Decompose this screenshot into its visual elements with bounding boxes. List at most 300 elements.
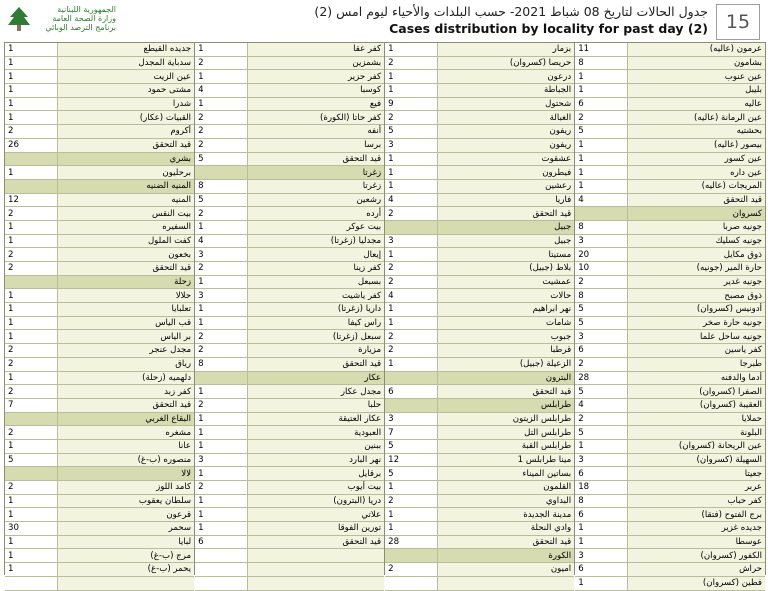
table-row	[5, 111, 194, 125]
locality-name: ريفون	[437, 138, 574, 152]
district-header-row	[575, 207, 765, 221]
table-row	[385, 166, 574, 180]
locality-name: أنفه	[247, 125, 384, 139]
case-count: 1	[5, 70, 57, 84]
locality-name: فيع	[247, 97, 384, 111]
case-count: 2	[575, 412, 627, 426]
locality-name: حلالا	[57, 289, 194, 303]
case-count: 5	[575, 316, 627, 330]
case-count: 3	[385, 234, 437, 248]
table-row	[195, 234, 384, 248]
locality-name: أرده	[247, 207, 384, 221]
table-row	[575, 481, 765, 495]
table-row	[5, 166, 194, 180]
locality-name: راس كيفا	[247, 316, 384, 330]
locality-name: جونيه حارة صخر	[627, 316, 765, 330]
locality-name: لبايا	[57, 535, 194, 549]
table-row	[195, 193, 384, 207]
table-row	[575, 467, 765, 481]
table-row	[5, 97, 194, 111]
locality-name: كفر عقا	[247, 43, 384, 56]
locality-name: الغبالة	[437, 111, 574, 125]
locality-name: تعلبايا	[57, 303, 194, 317]
locality-name: ذوق مكايل	[627, 248, 765, 262]
case-count: 1	[385, 43, 437, 56]
locality-name: قيد التحقق	[247, 535, 384, 549]
case-count	[385, 220, 437, 234]
locality-name: وادي النحلة	[437, 522, 574, 536]
table-row	[385, 535, 574, 549]
locality-name: رياق	[57, 357, 194, 371]
district-header-row	[5, 412, 194, 426]
table-row	[195, 125, 384, 139]
case-count: 5	[385, 125, 437, 139]
table-row	[195, 275, 384, 289]
case-count: 1	[385, 481, 437, 495]
table-row	[5, 220, 194, 234]
case-count: 1	[5, 56, 57, 70]
case-count: 1	[575, 535, 627, 549]
table-row	[575, 275, 765, 289]
table-row	[195, 330, 384, 344]
case-count: 1	[385, 357, 437, 371]
locality-name: بيصور (عاليه)	[627, 138, 765, 152]
locality-name: نهر البارد	[247, 453, 384, 467]
locality-name: عين كسور	[627, 152, 765, 166]
case-count: 4	[385, 193, 437, 207]
locality-name: جونيه كسليك	[627, 234, 765, 248]
table-row	[385, 97, 574, 111]
table-row	[575, 97, 765, 111]
case-count: 2	[195, 398, 247, 412]
table-row	[385, 234, 574, 248]
table-row	[5, 193, 194, 207]
locality-name: بشمزين	[247, 56, 384, 70]
table-row	[575, 439, 765, 453]
table-row	[575, 56, 765, 70]
locality-name: جديده القيطع	[57, 43, 194, 56]
locality-name: بزمار	[437, 43, 574, 56]
district-name: لالا	[57, 467, 194, 481]
locality-name: قيد التحقق	[247, 152, 384, 166]
case-count: 4	[195, 84, 247, 98]
case-count: 1	[575, 152, 627, 166]
case-count: 1	[385, 248, 437, 262]
table-row	[385, 412, 574, 426]
table-panel-1	[575, 43, 765, 589]
locality-name: شدرا	[57, 97, 194, 111]
table-panel-4	[5, 43, 195, 574]
table-row	[575, 494, 765, 508]
locality-name: طبرجا	[627, 357, 765, 371]
locality-name: داريا (زغرتا)	[247, 303, 384, 317]
case-count: 1	[195, 439, 247, 453]
case-count: 1	[5, 371, 57, 385]
table-row	[195, 426, 384, 440]
locality-name: عين الرمانة (عاليه)	[627, 111, 765, 125]
case-count: 1	[5, 111, 57, 125]
table-panel-3	[195, 43, 385, 574]
case-count: 6	[575, 97, 627, 111]
case-count: 2	[5, 426, 57, 440]
table-row	[385, 56, 574, 70]
case-count: 1	[575, 138, 627, 152]
locality-name: حراش	[627, 563, 765, 577]
case-count: 3	[575, 453, 627, 467]
locality-name: طرابلس الزيتون	[437, 412, 574, 426]
case-count: 2	[385, 111, 437, 125]
table-row	[5, 138, 194, 152]
table-row	[385, 84, 574, 98]
locality-name: عين داره	[627, 166, 765, 180]
case-count: 18	[575, 481, 627, 495]
locality-name: بساتين الميناء	[437, 467, 574, 481]
table-row	[5, 535, 194, 549]
locality-name: بيت عوكر	[247, 220, 384, 234]
table-row	[195, 152, 384, 166]
locality-name: جونيه غدير	[627, 275, 765, 289]
locality-name: كفر حزير	[247, 70, 384, 84]
table-row	[385, 508, 574, 522]
logo-line-1: الجمهورية اللبنانية	[57, 5, 116, 14]
case-count: 2	[385, 563, 437, 577]
table-row	[5, 549, 194, 563]
locality-name: كفر زينا	[247, 262, 384, 276]
table-row	[575, 289, 765, 303]
table-row	[195, 467, 384, 481]
table-row	[5, 43, 194, 56]
table-row	[5, 262, 194, 276]
case-count: 12	[385, 453, 437, 467]
locality-name: سبعل (زغرتا)	[247, 330, 384, 344]
locality-name: قيد التحقق	[57, 398, 194, 412]
table-row	[575, 138, 765, 152]
locality-name: عرمون (عاليه)	[627, 43, 765, 56]
case-count: 2	[385, 207, 437, 221]
table-row	[385, 426, 574, 440]
case-count: 1	[575, 84, 627, 98]
case-count: 2	[195, 207, 247, 221]
locality-name: جديده غزير	[627, 522, 765, 536]
locality-name: برج الفتوح (فتقا)	[627, 508, 765, 522]
case-count: 1	[195, 316, 247, 330]
case-count: 6	[575, 344, 627, 358]
case-count: 1	[195, 508, 247, 522]
district-name: المنيه الضنيه	[57, 179, 194, 193]
table-row	[575, 549, 765, 563]
locality-name: مزيارة	[247, 344, 384, 358]
case-count	[385, 398, 437, 412]
table-row	[5, 426, 194, 440]
table-row	[195, 563, 384, 577]
locality-name: عربر	[627, 481, 765, 495]
case-count: 2	[5, 344, 57, 358]
locality-name: قيد التحقق	[437, 385, 574, 399]
table-row	[195, 481, 384, 495]
case-count	[5, 467, 57, 481]
table-row	[195, 576, 384, 590]
table-row	[575, 563, 765, 577]
case-count: 2	[5, 262, 57, 276]
table-row	[575, 166, 765, 180]
table-row	[385, 563, 574, 577]
case-count: 3	[195, 453, 247, 467]
locality-name: فاريا	[437, 193, 574, 207]
table-row	[575, 371, 765, 385]
table-row	[575, 111, 765, 125]
case-count: 8	[575, 56, 627, 70]
table-row	[385, 303, 574, 317]
case-count: 2	[195, 344, 247, 358]
table-row	[195, 289, 384, 303]
case-count: 1	[5, 166, 57, 180]
locality-name: قيد التحقق	[437, 207, 574, 221]
table-row	[195, 43, 384, 56]
table-row	[195, 412, 384, 426]
case-count: 2	[5, 357, 57, 371]
table-row	[5, 303, 194, 317]
table-row	[5, 84, 194, 98]
case-count: 1	[5, 330, 57, 344]
table-row	[575, 43, 765, 56]
table-row	[195, 439, 384, 453]
case-count: 2	[575, 357, 627, 371]
case-count: 8	[575, 289, 627, 303]
case-count: 1	[385, 84, 437, 98]
case-count: 1	[5, 549, 57, 563]
district-header-row	[5, 275, 194, 289]
case-count: 4	[195, 234, 247, 248]
table-row	[575, 316, 765, 330]
logo-text	[36, 5, 116, 32]
table-row	[385, 467, 574, 481]
case-count: 28	[575, 371, 627, 385]
table-row	[195, 248, 384, 262]
locality-name: شحتول	[437, 97, 574, 111]
district-name: طرابلس	[437, 398, 574, 412]
case-count: 8	[195, 357, 247, 371]
case-count: 1	[5, 535, 57, 549]
locality-name: علاتي	[247, 508, 384, 522]
case-count: 9	[385, 97, 437, 111]
locality-name: بخعون	[57, 248, 194, 262]
table-row	[195, 344, 384, 358]
case-count: 2	[195, 125, 247, 139]
cases-table-grid	[4, 42, 766, 589]
table-row	[385, 289, 574, 303]
locality-name: عانا	[57, 439, 194, 453]
case-count: 10	[575, 262, 627, 276]
locality-name: جونيه صربا	[627, 220, 765, 234]
district-name: الكورة	[437, 549, 574, 563]
case-count: 2	[5, 125, 57, 139]
locality-name: ريفون	[437, 125, 574, 139]
locality-name: مينا طرابلس 1	[437, 453, 574, 467]
locality-name: القبيات (عكار)	[57, 111, 194, 125]
table-row	[195, 508, 384, 522]
locality-name: مدينة الجديدة	[437, 508, 574, 522]
logo-line-3: برنامج الترصد الوبائي	[45, 23, 116, 32]
table-row	[385, 138, 574, 152]
case-count	[385, 576, 437, 590]
table-row	[195, 398, 384, 412]
case-count: 1	[195, 385, 247, 399]
logo-line-2: وزارة الصحة العامة	[52, 14, 116, 23]
locality-name: أدما والدفنه	[627, 371, 765, 385]
case-count: 3	[385, 138, 437, 152]
case-count: 1	[575, 576, 627, 590]
locality-name: قيد التحقق	[57, 262, 194, 276]
case-count: 4	[385, 289, 437, 303]
table-row	[5, 439, 194, 453]
table-row	[195, 494, 384, 508]
table-row	[5, 481, 194, 495]
case-count: 1	[575, 179, 627, 193]
table-row	[5, 385, 194, 399]
case-count: 1	[575, 70, 627, 84]
case-count: 1	[5, 220, 57, 234]
locality-name: العقيبة (كسروان)	[627, 398, 765, 412]
case-count	[5, 152, 57, 166]
case-count: 30	[5, 522, 57, 536]
table-row	[195, 535, 384, 549]
district-name: البترون	[437, 371, 574, 385]
table-row	[5, 330, 194, 344]
table-row	[385, 330, 574, 344]
locality-name: بلاط (جبيل)	[437, 262, 574, 276]
case-count: 3	[385, 412, 437, 426]
locality-name: عوسطا	[627, 535, 765, 549]
table-row	[195, 303, 384, 317]
table-row	[5, 357, 194, 371]
locality-name: شامات	[437, 316, 574, 330]
locality-name: حارة المير (جونيه)	[627, 262, 765, 276]
ministry-logo	[6, 3, 116, 37]
case-count	[5, 412, 57, 426]
locality-name	[437, 576, 574, 590]
case-count: 2	[575, 111, 627, 125]
table-row	[575, 385, 765, 399]
table-row	[195, 316, 384, 330]
table-row	[575, 453, 765, 467]
case-count	[195, 549, 247, 563]
table-row	[195, 220, 384, 234]
locality-name: بسبعل	[247, 275, 384, 289]
table-row	[5, 56, 194, 70]
case-count: 2	[195, 481, 247, 495]
locality-name: بيت أيوب	[247, 481, 384, 495]
locality-name: قيد التحقق	[57, 138, 194, 152]
locality-name: إيعال	[247, 248, 384, 262]
locality-name: أدونيس (كسروان)	[627, 303, 765, 317]
case-count: 2	[385, 262, 437, 276]
case-count: 6	[385, 385, 437, 399]
locality-name: بيت النقس	[57, 207, 194, 221]
locality-name: سحمر	[57, 522, 194, 536]
case-count: 1	[385, 316, 437, 330]
locality-name: قرعون	[57, 508, 194, 522]
table-row	[195, 56, 384, 70]
locality-name: مجدليا (زغرتا)	[247, 234, 384, 248]
case-count	[385, 371, 437, 385]
case-count: 2	[385, 330, 437, 344]
table-row	[5, 398, 194, 412]
district-header-row	[5, 467, 194, 481]
table-row	[575, 125, 765, 139]
case-count: 1	[385, 166, 437, 180]
district-name: عكار	[247, 371, 384, 385]
locality-name: ببنين	[247, 439, 384, 453]
table-row	[5, 563, 194, 577]
locality-name: فطين (كسروان)	[627, 576, 765, 590]
locality-name: عين عنوب	[627, 70, 765, 84]
case-count: 5	[195, 193, 247, 207]
locality-name: بشامون	[627, 56, 765, 70]
case-count: 3	[575, 234, 627, 248]
locality-name: كفر حاتا (الكورة)	[247, 111, 384, 125]
locality-name: قيد التحقق	[247, 357, 384, 371]
table-row	[385, 152, 574, 166]
locality-name: الجباطة	[437, 84, 574, 98]
table-row	[385, 576, 574, 590]
locality-name: دريا (البترون)	[247, 494, 384, 508]
locality-name: عكار العتيقة	[247, 412, 384, 426]
table-row	[195, 357, 384, 371]
case-count: 3	[195, 248, 247, 262]
case-count: 4	[575, 193, 627, 207]
table-row	[385, 344, 574, 358]
table-row	[575, 220, 765, 234]
locality-name: بر الياس	[57, 330, 194, 344]
locality-name: برحليون	[57, 166, 194, 180]
case-count	[195, 166, 247, 180]
locality-name: كامد اللوز	[57, 481, 194, 495]
table-row	[385, 70, 574, 84]
locality-name: جونيه ساحل علما	[627, 330, 765, 344]
table-row	[195, 549, 384, 563]
locality-name: طرابلس التل	[437, 426, 574, 440]
locality-name: السفيره	[57, 220, 194, 234]
case-count: 26	[5, 138, 57, 152]
table-row	[575, 248, 765, 262]
case-count: 2	[5, 385, 57, 399]
case-count: 1	[385, 522, 437, 536]
table-row	[575, 262, 765, 276]
table-row	[575, 303, 765, 317]
table-row	[575, 508, 765, 522]
locality-name: حريصا (كسروان)	[437, 56, 574, 70]
locality-name: مجدل عنجر	[57, 344, 194, 358]
table-row	[5, 453, 194, 467]
cedar-emblem-icon	[6, 5, 32, 33]
case-count: 2	[385, 344, 437, 358]
case-count: 1	[195, 426, 247, 440]
case-count: 8	[575, 220, 627, 234]
case-count: 1	[5, 439, 57, 453]
locality-name: مشغره	[57, 426, 194, 440]
case-count: 2	[195, 262, 247, 276]
case-count: 20	[575, 248, 627, 262]
case-count	[5, 275, 57, 289]
table-row	[575, 152, 765, 166]
table-row	[575, 522, 765, 536]
table-row	[5, 522, 194, 536]
locality-name: نهر ابراهيم	[437, 303, 574, 317]
case-count: 1	[195, 494, 247, 508]
locality-name: اميون	[437, 563, 574, 577]
table-row	[575, 234, 765, 248]
table-row	[5, 207, 194, 221]
